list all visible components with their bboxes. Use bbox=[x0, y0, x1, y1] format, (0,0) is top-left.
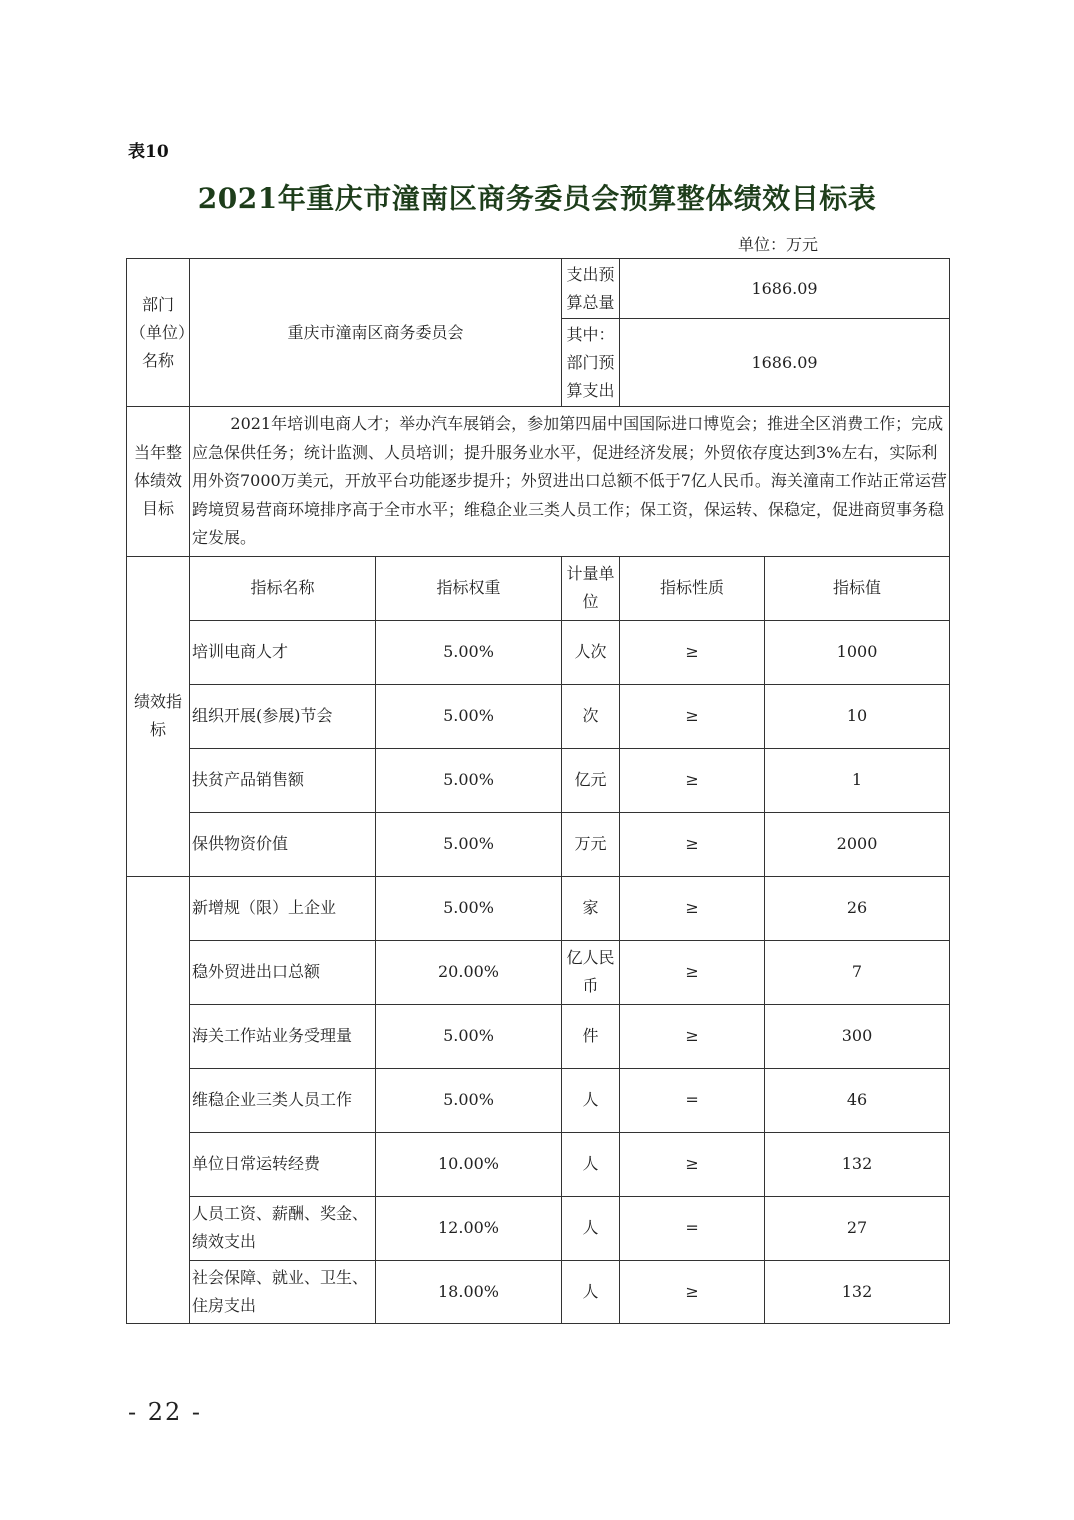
goal-label: 当年整体绩效目标 bbox=[133, 443, 182, 519]
indicator-nature: ≥ bbox=[620, 1132, 765, 1196]
indicator-unit: 万元 bbox=[562, 812, 620, 876]
indicator-nature: = bbox=[620, 1068, 765, 1132]
table-row bbox=[127, 1132, 950, 1196]
unit-note: 单位：万元 bbox=[738, 235, 819, 254]
indicator-value: 1 bbox=[765, 748, 950, 812]
total-budget-label-cell bbox=[562, 259, 620, 319]
total-budget-label: 支出预算总量 bbox=[566, 264, 615, 312]
dept-budget-value: 1686.09 bbox=[751, 352, 818, 372]
indicator-value: 27 bbox=[765, 1196, 950, 1260]
indicator-name: 保供物资价值 bbox=[190, 812, 376, 876]
indicator-unit: 亿人民币 bbox=[562, 940, 620, 1004]
indicator-weight: 5.00% bbox=[376, 684, 562, 748]
table-row bbox=[127, 1196, 950, 1260]
indicator-nature: ≥ bbox=[620, 1260, 765, 1323]
indicator-value: 10 bbox=[765, 684, 950, 748]
indicator-weight: 5.00% bbox=[376, 748, 562, 812]
total-budget-value-cell bbox=[620, 259, 950, 319]
indicator-section-label: 绩效指标 bbox=[133, 692, 182, 739]
goal-text: 2021年培训电商人才；举办汽车展销会，参加第四届中国国际进口博览会；推进全区消费工作；完成应急保供任务；统计监测、人员培训；提升服务业水平，促进经济发展；外贸依存度达到3%左右，实际利用外资7000万美元，开放平台功能逐步提升；外贸进出口总额不低于7亿人民币。海关潼南工作站正常运营跨境贸易营商环境排序高于全市水平；维稳企业三类人员工作；保工资，保运转、保稳定，促进商贸事务稳定发展。 bbox=[190, 407, 950, 557]
header-unit: 计量单位 bbox=[562, 556, 620, 620]
table-row bbox=[127, 620, 950, 684]
indicator-value: 2000 bbox=[765, 812, 950, 876]
indicator-name: 单位日常运转经费 bbox=[190, 1132, 376, 1196]
indicator-section-cell-continued bbox=[127, 876, 190, 1323]
indicator-name: 海关工作站业务受理量 bbox=[190, 1004, 376, 1068]
indicator-value: 7 bbox=[765, 940, 950, 1004]
table-row bbox=[127, 748, 950, 812]
indicator-nature: ≥ bbox=[620, 1004, 765, 1068]
dept-name: 重庆市潼南区商务委员会 bbox=[287, 322, 464, 342]
indicator-header-row bbox=[127, 556, 950, 620]
indicator-name: 社会保障、就业、卫生、住房支出 bbox=[190, 1260, 376, 1323]
indicator-unit: 家 bbox=[562, 876, 620, 940]
indicator-nature: = bbox=[620, 1196, 765, 1260]
indicator-value: 132 bbox=[765, 1260, 950, 1323]
header-value: 指标值 bbox=[765, 556, 950, 620]
indicator-weight: 12.00% bbox=[376, 1196, 562, 1260]
indicator-weight: 5.00% bbox=[376, 1068, 562, 1132]
total-budget-value: 1686.09 bbox=[751, 278, 818, 298]
indicator-nature: ≥ bbox=[620, 940, 765, 1004]
indicator-name: 维稳企业三类人员工作 bbox=[190, 1068, 376, 1132]
indicator-name: 稳外贸进出口总额 bbox=[190, 940, 376, 1004]
indicator-name: 组织开展(参展)节会 bbox=[190, 684, 376, 748]
indicator-name: 培训电商人才 bbox=[190, 620, 376, 684]
indicator-value: 300 bbox=[765, 1004, 950, 1068]
table-row bbox=[127, 876, 950, 940]
indicator-weight: 5.00% bbox=[376, 876, 562, 940]
table-row bbox=[127, 1004, 950, 1068]
indicator-name: 新增规（限）上企业 bbox=[190, 876, 376, 940]
dept-name-cell bbox=[190, 259, 562, 407]
indicator-weight: 20.00% bbox=[376, 940, 562, 1004]
indicator-weight: 10.00% bbox=[376, 1132, 562, 1196]
goal-row bbox=[127, 407, 950, 557]
table-number: 表10 bbox=[128, 142, 169, 162]
indicator-nature: ≥ bbox=[620, 812, 765, 876]
indicator-unit: 人 bbox=[562, 1132, 620, 1196]
indicator-weight: 5.00% bbox=[376, 1004, 562, 1068]
header-weight: 指标权重 bbox=[376, 556, 562, 620]
table-row bbox=[127, 684, 950, 748]
header-nature: 指标性质 bbox=[620, 556, 765, 620]
indicator-unit: 次 bbox=[562, 684, 620, 748]
table-row bbox=[127, 1260, 950, 1323]
indicator-unit: 亿元 bbox=[562, 748, 620, 812]
page-number: - 22 - bbox=[128, 1398, 203, 1426]
indicator-weight: 5.00% bbox=[376, 812, 562, 876]
indicator-unit: 人次 bbox=[562, 620, 620, 684]
indicator-section-cell bbox=[127, 556, 190, 876]
indicator-value: 46 bbox=[765, 1068, 950, 1132]
indicator-name: 扶贫产品销售额 bbox=[190, 748, 376, 812]
indicator-weight: 18.00% bbox=[376, 1260, 562, 1323]
table-row bbox=[127, 812, 950, 876]
document-title: 2021年重庆市潼南区商务委员会预算整体绩效目标表 bbox=[197, 182, 877, 215]
performance-target-table bbox=[126, 258, 950, 1324]
dept-label: 部门（单位）名称 bbox=[129, 294, 186, 370]
goal-label-cell bbox=[127, 407, 190, 557]
dept-budget-value-cell bbox=[620, 319, 950, 407]
indicator-unit: 人 bbox=[562, 1196, 620, 1260]
table-row bbox=[127, 1068, 950, 1132]
indicator-unit: 人 bbox=[562, 1260, 620, 1323]
indicator-name: 人员工资、薪酬、奖金、绩效支出 bbox=[190, 1196, 376, 1260]
indicator-nature: ≥ bbox=[620, 876, 765, 940]
indicator-nature: ≥ bbox=[620, 684, 765, 748]
indicator-value: 26 bbox=[765, 876, 950, 940]
dept-label-cell bbox=[127, 259, 190, 407]
indicator-value: 1000 bbox=[765, 620, 950, 684]
header-name: 指标名称 bbox=[190, 556, 376, 620]
dept-row-1 bbox=[127, 259, 950, 319]
indicator-nature: ≥ bbox=[620, 620, 765, 684]
indicator-weight: 5.00% bbox=[376, 620, 562, 684]
indicator-nature: ≥ bbox=[620, 748, 765, 812]
dept-budget-label: 其中：部门预算支出 bbox=[566, 324, 615, 400]
dept-budget-label-cell bbox=[562, 319, 620, 407]
table-row bbox=[127, 940, 950, 1004]
indicator-value: 132 bbox=[765, 1132, 950, 1196]
indicator-unit: 件 bbox=[562, 1004, 620, 1068]
indicator-unit: 人 bbox=[562, 1068, 620, 1132]
